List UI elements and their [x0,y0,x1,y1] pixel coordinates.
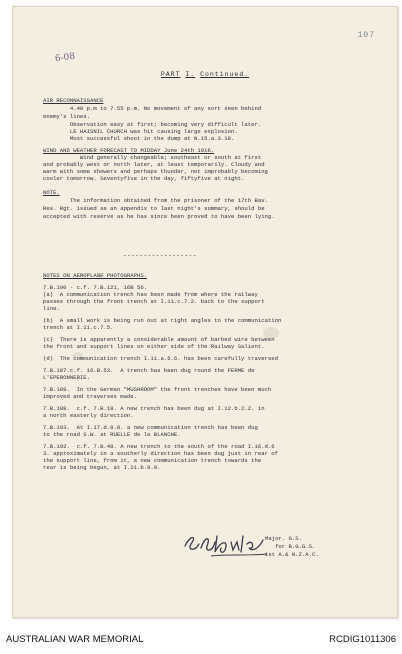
photo-note-line: (b) A small work is being run out at right angles to the communication [43,317,282,324]
note-line: accepted with reserve as he has since been proved to have been lying. [43,213,275,220]
photo-note-line: 7.B.189. In the German "MUSHROOM" the front trenches have been much [43,386,272,393]
air-line: Most successful shoot in the dump at N.15.a.3.18. [43,135,235,142]
photo-note-line: 7.B.190 - c.f. 7.B.121, 16B 56. [43,284,148,291]
page-number: 107 [357,31,375,40]
archive-footer [0,626,402,654]
signatory-rank: Major. G.S. [265,535,302,542]
photo-note-line: to the road S.W. at RUELLE de la BLANCHE. [43,431,181,438]
signatory-for: for B.G.G.S. [265,543,316,550]
photo-note-line: L'EPERONNERIE. [43,374,90,381]
wind-weather-heading: WIND AND WEATHER FORECAST TO MIDDAY June 24th 1916. [43,147,215,154]
title-part: PART [160,71,181,78]
wind-line: cooler tomorrow. Seventyfive in the day, fiftyfive at night. [43,175,245,182]
signatory-unit: 1st A.& N.Z.A.C. [265,551,319,558]
document-page [12,6,398,618]
note-heading: NOTE. [43,189,60,196]
photo-note-line: 7.B.188. c.f. 7.B.18. A new trench has been dug at I.12.b.2.2. in [43,405,265,412]
photo-note-line: (d) The communication trench I.11.a.6.6. has been carefully traversed [43,355,278,362]
photo-note-line: 3. approximately in a southerly direction has been dug just in rear of [43,450,278,457]
catalog-id: RCDIG1011306 [329,634,396,645]
paper-stain [263,327,279,339]
air-line: Observation easy at first; becoming very difficult later. [43,121,262,128]
wind-line: warm with some showers and perhaps thunder, not improbably becoming [43,168,268,175]
wind-line: Wind generally changeable; southeast or south at first [43,154,262,161]
air-line: LE HAISNIL CHURCH was hit causing large explosion. [43,128,238,135]
photo-note-line: the support line, from it, a new communication trench towards the [43,457,262,464]
photo-note-line: a north easterly direction. [43,412,134,419]
air-line: 4.40 p.m to 7.55 p.m. No movement of any sort seen behind [43,105,262,112]
note-line: The information obtained from the prisoner of the 17th Bav. [43,197,268,204]
photo-note-line: line. [43,305,60,312]
photo-note-line: (a) A communication trench has been made from where the railway [43,291,258,298]
air-reconnaissance-heading: AIR RECONNAISSANCE [43,97,104,104]
signature-block [265,535,319,559]
photo-note-line: rear is being begun, at I.21.b.9.9. [43,464,161,471]
photo-note-line: improved and traverses made. [43,393,137,400]
photo-note-line: trench at I.11.c.7.5. [43,324,114,331]
photo-note-line: the front and support lines on either side of the Railway Salient. [43,343,265,350]
photographs-heading: NOTES ON AEROPLANE PHOTOGRAPHS. [43,272,148,279]
photo-note-line: 7.B.187.c.f. 16.B.53. A trench has been dug round the FERME de [43,367,255,374]
title-number: I. [185,71,196,78]
photo-note-line: 7.B.192. c.f. 7.B.48. A new trench to the south of the road I.16.d.6 [43,443,275,450]
photo-note-line: passes through the front trench at I.11.c.7.2. back to the support [43,298,265,305]
air-line: enemy's lines. [43,113,90,120]
wind-line: and probably west or north later, at least temporarily. Cloudy and [43,161,265,168]
paper-stain [73,352,83,360]
separator-line: ------------------ [123,252,197,259]
note-line: Res. Rgt. issued as an appendix to last night's summary, should be [43,205,265,212]
page-title [13,71,397,78]
photo-note-line: 7.B.193. At I.17.d.9.8. a new communication trench has been dug [43,424,258,431]
photo-note-line: (c) There is apparently a considerable amount of barbed wire between [43,336,275,343]
handwritten-signature [181,530,271,560]
handwritten-reference: 6-08 [54,51,76,65]
title-continued: Continued. [200,71,250,78]
institution-name: AUSTRALIAN WAR MEMORIAL [6,634,144,645]
